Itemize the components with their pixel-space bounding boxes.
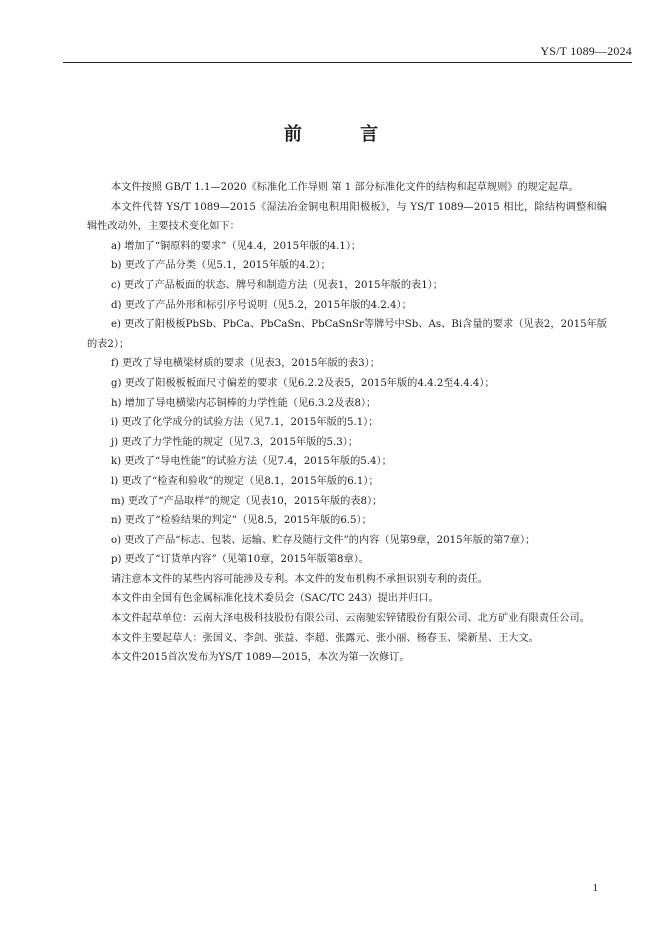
header-rule (63, 62, 632, 63)
change-item-k: k) 更改了“导电性能”的试验方法（见7.4，2015年版的5.4）； (111, 456, 392, 468)
change-item-j: j) 更改了力学性能的规定（见7.3，2015年版的5.3）； (111, 436, 358, 448)
change-item-n: n) 更改了“检验结果的判定”（见8.5，2015年版的6.5）； (111, 515, 372, 527)
change-item-e: e) 更改了阳极板PbSb、PbCa、PbCaSn、PbCaSnSr等牌号中Sb、As、Bi含量的要求（见表2，2015年版的表2）； (87, 319, 607, 350)
change-item-i: i) 更改了化学成分的试验方法（见7.1，2015年版的5.1）； (111, 417, 379, 429)
change-item-f: f) 更改了导电横梁材质的要求（见表3，2015年版的表3）； (111, 358, 380, 370)
change-item-h: h) 增加了导电横梁内芯铜棒的力学性能（见6.3.2及表8）； (111, 397, 377, 409)
drafting-units-paragraph: 本文件起草单位：云南大泽电极科技股份有限公司、云南驰宏锌锗股份有限公司、北方矿业有限责任公司。 (111, 613, 590, 625)
change-item-o: o) 更改了产品“标志、包装、运输、贮存及随行文件”的内容（见第9章，2015年版的第7章）； (111, 534, 536, 546)
change-item-a: a) 增加了“铜原料的要求”（见4.4，2015年版的4.1）； (111, 240, 362, 252)
change-item-c: c) 更改了产品板面的状态、牌号和制造方法（见表1，2015年版的表1）； (111, 279, 443, 291)
drafters-paragraph: 本文件主要起草人：张国义、李剑、张益、李超、张露元、张小丽、杨春玉、梁新星、王大文。 (111, 632, 539, 644)
change-item-g: g) 更改了阳极板板面尺寸偏差的要求（见6.2.2及表5，2015年版的4.4.2至4.4.4）； (111, 377, 495, 389)
body-text (87, 178, 607, 668)
document-code: YS/T 1089—2024 (540, 44, 632, 58)
change-item-m: m) 更改了“产品取样”的规定（见表10，2015年版的表8）； (111, 495, 383, 507)
replacement-paragraph: 本文件代替 YS/T 1089—2015《湿法冶金铜电积用阳极板》，与 YS/T 1089—2015 相比，除结构调整和编辑性改动外，主要技术变化如下： (87, 201, 607, 233)
committee-paragraph: 本文件由全国有色金属标准化技术委员会（SAC/TC 243）提出并归口。 (111, 593, 439, 605)
change-item-l: l) 更改了“检查和验收”的规定（见8.1，2015年版的6.1）； (111, 475, 379, 487)
history-paragraph: 本文件2015首次发布为YS/T 1089—2015，本次为第一次修订。 (111, 652, 410, 664)
patent-notice-paragraph: 请注意本文件的某些内容可能涉及专利。本文件的发布机构不承担识别专利的责任。 (111, 573, 488, 585)
change-item-p: p) 更改了“订货单内容”（见第10章，2015年版第8章）。 (111, 554, 369, 566)
change-item-d: d) 更改了产品外形和标引序号说明（见5.2，2015年版的4.2.4）； (111, 299, 412, 311)
scope-paragraph: 本文件按照 GB/T 1.1—2020《标准化工作导则 第 1 部分标准化文件的结构和起草规则》的规定起草。 (111, 182, 579, 193)
change-item-b: b) 更改了产品分类（见5.1，2015年版的4.2）； (111, 260, 331, 272)
page-number: 1 (592, 882, 598, 894)
page-title: 前 言 (283, 124, 405, 145)
